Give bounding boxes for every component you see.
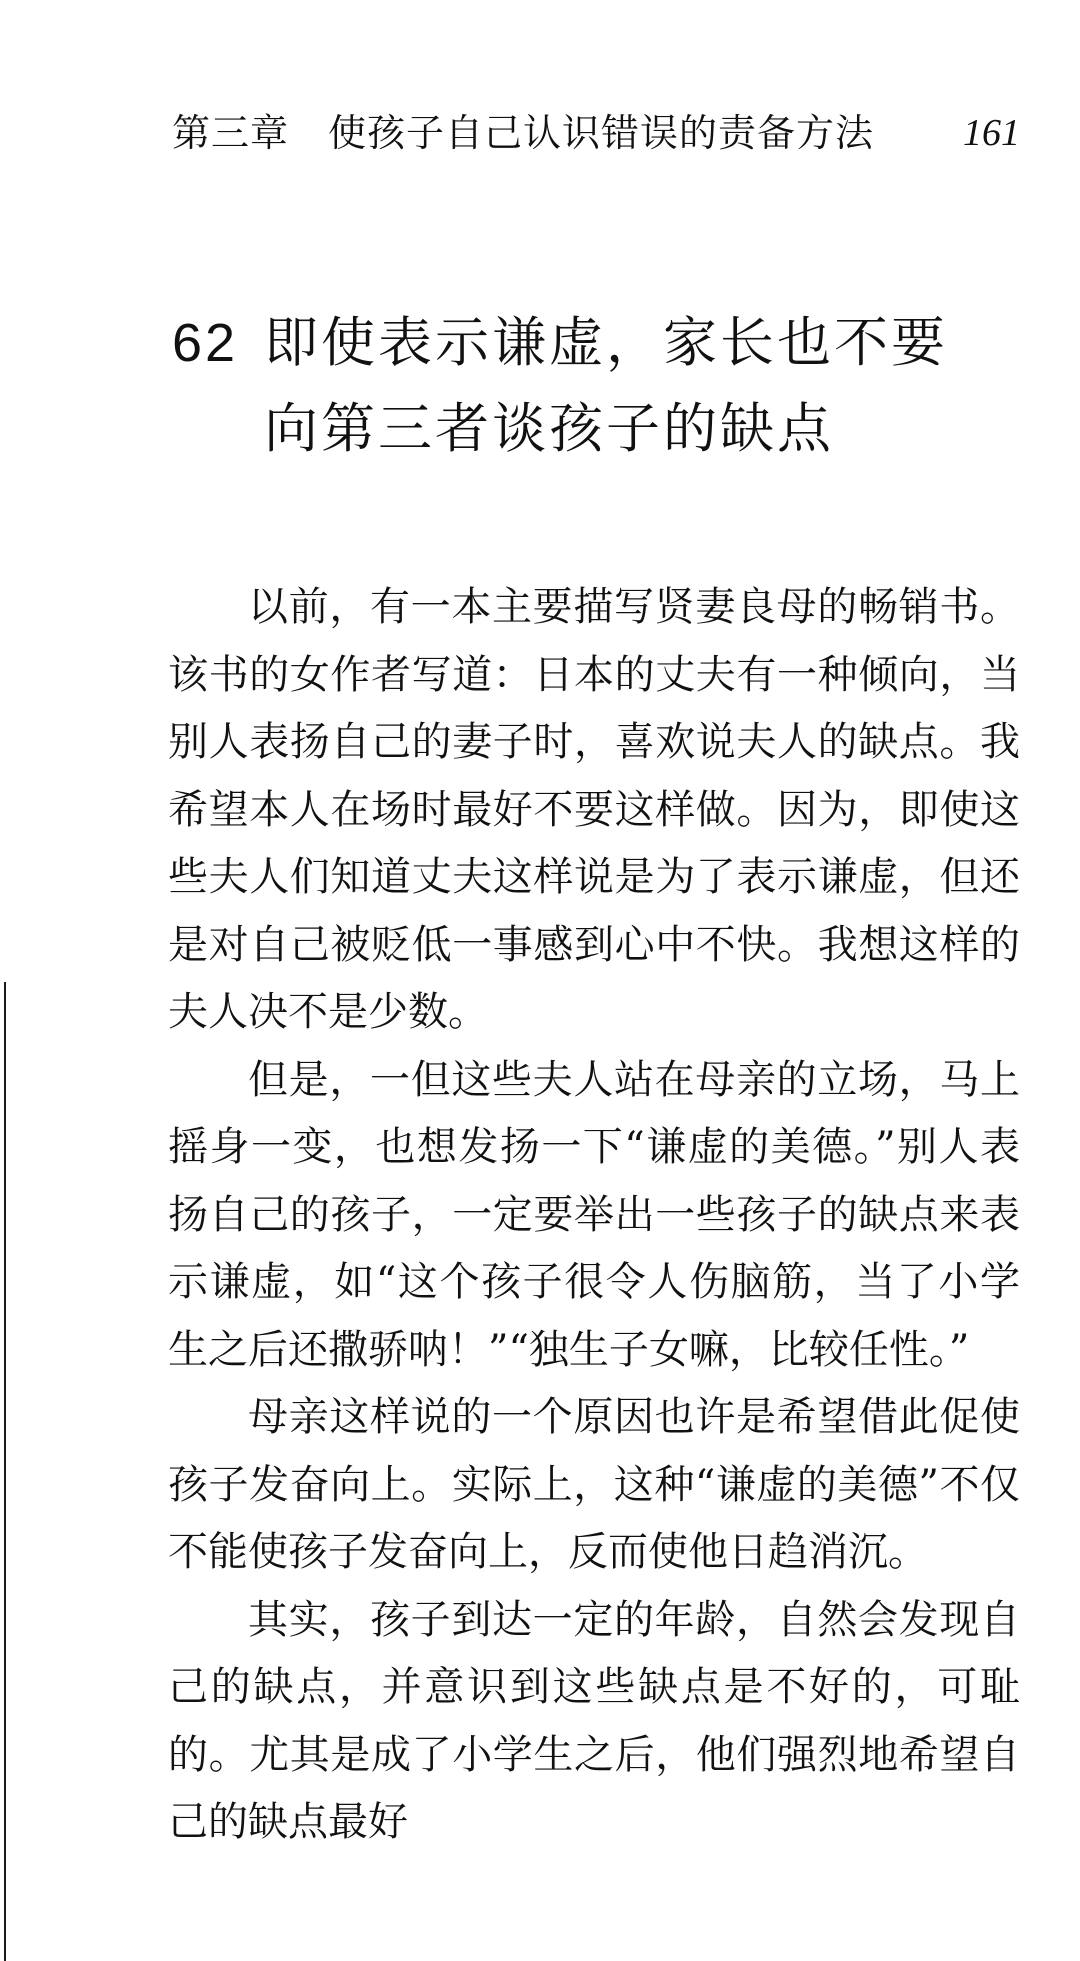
paragraph: 其实，孩子到达一定的年龄，自然会发现自己的缺点，并意识到这些缺点是不好的，可耻的。尤其是成了小学生之后，他们强烈地希望自己的缺点最好 [168,1596,1020,1845]
running-head [172,108,1020,158]
section-number: 62 [172,313,239,373]
paragraph: 母亲这样说的一个原因也许是希望借此促使孩子发奋向上。实际上，这种“谦虚的美德”不仅不能使孩子发奋向上，反而使他日趋消沉。 [168,1394,1020,1575]
chapter-running-title: 第三章 使孩子自己认识错误的责备方法 [172,111,875,155]
section-heading-block [172,300,1032,480]
scan-margin-rule [4,982,6,1961]
page-number: 161 [963,112,1020,154]
paragraph: 但是，一但这些夫人站在母亲的立场，马上摇身一变，也想发扬一下“谦虚的美德。”别人表扬自己的孩子，一定要举出一些孩子的缺点来表示谦虚，如“这个孩子很令人伤脑筋，当了小学生之后还撒骄呐！”“独生子女嘛，比较任性。” [168,1056,1020,1373]
paragraph: 以前，有一本主要描写贤妻良母的畅销书。该书的女作者写道：日本的丈夫有一种倾向，当别人表扬自己的妻子时，喜欢说夫人的缺点。我希望本人在场时最好不要这样做。因为，即使这些夫人们知道丈夫这样说是为了表示谦虚，但还是对自己被贬低一事感到心中不快。我想这样的夫人决不是少数。 [168,584,1020,1035]
section-title: 即使表示谦虚，家长也不要向第三者谈孩子的缺点 [264,311,948,460]
body-text [168,574,1020,1857]
